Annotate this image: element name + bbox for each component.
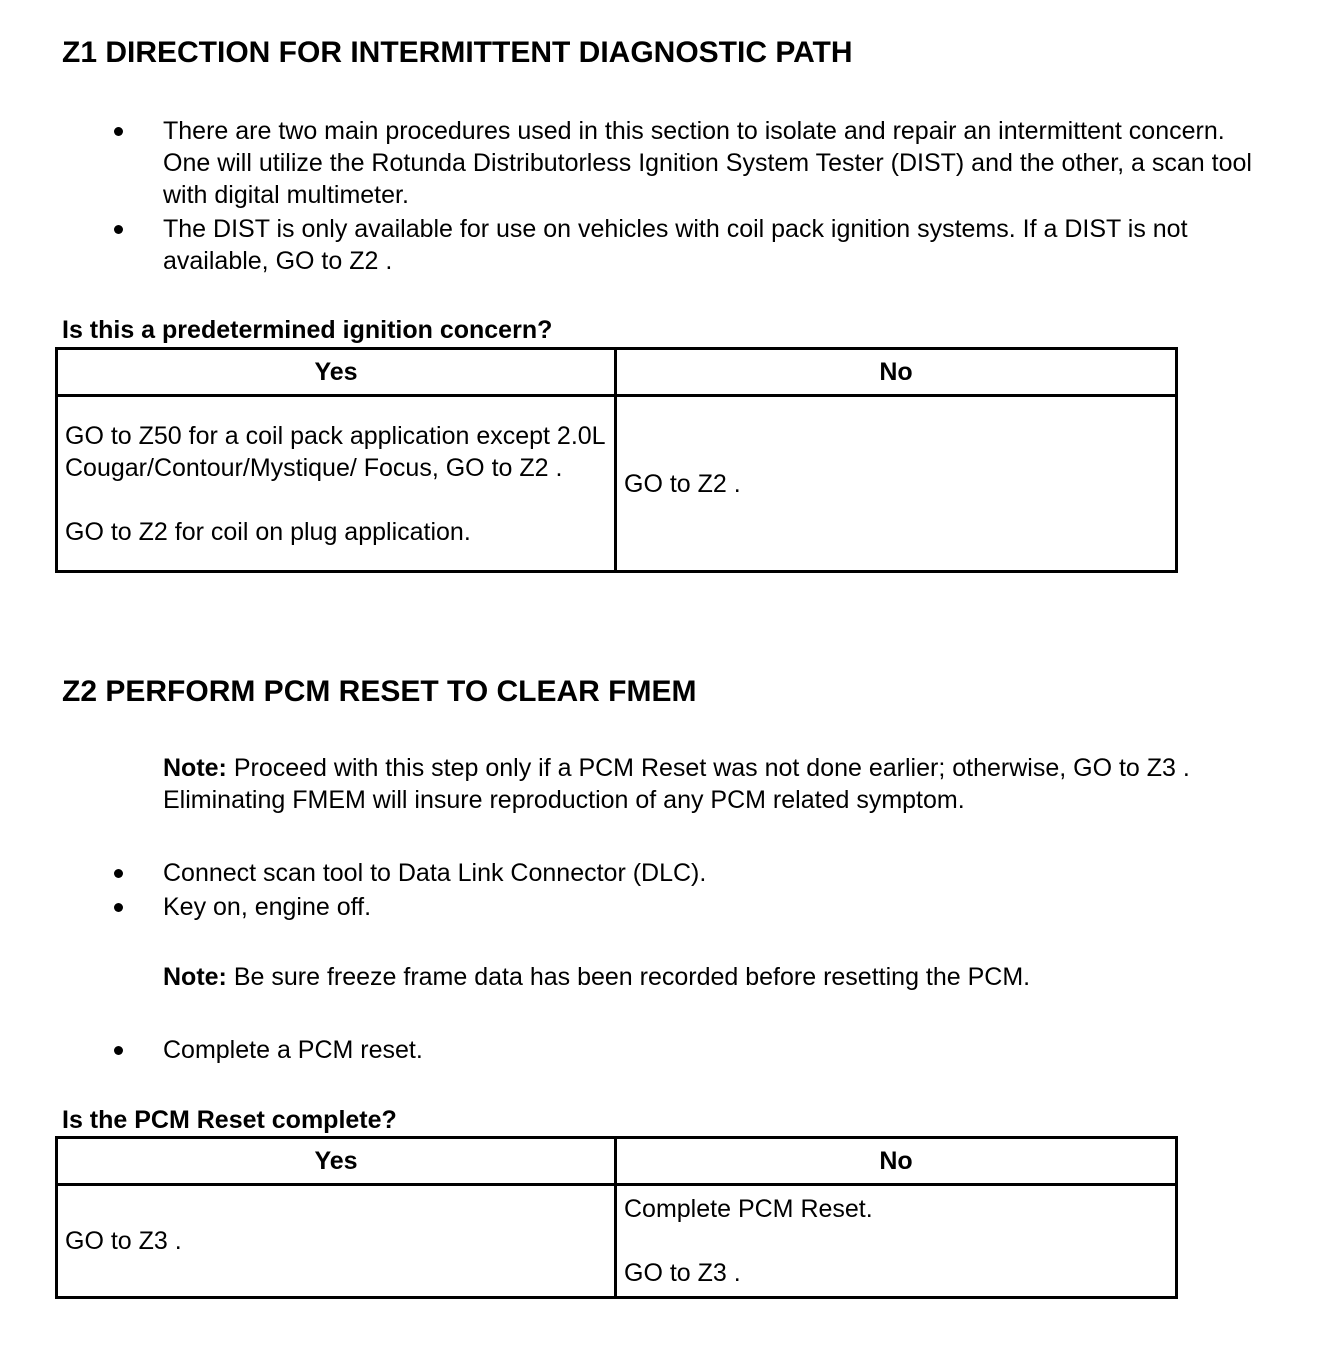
z2-note-1-text: Proceed with this step only if a PCM Reset was not done earlier; otherwise, GO to Z3 . Eliminating FMEM will insure reproduction of any PCM related symptom. bbox=[163, 754, 1190, 814]
bullet-icon bbox=[114, 903, 123, 912]
z1-yes-header: Yes bbox=[57, 349, 616, 396]
z2-note-2-label: Note: bbox=[163, 963, 227, 991]
z1-bullet-2: The DIST is only available for use on vehicles with coil pack ignition systems. If a DIST is not available, GO to Z2 . bbox=[163, 215, 1188, 275]
z1-yes-cell bbox=[57, 396, 616, 572]
z2-note-2-text: Be sure freeze frame data has been recorded before resetting the PCM. bbox=[226, 963, 1031, 991]
z2-yes-header: Yes bbox=[57, 1138, 616, 1185]
z1-question: Is this a predetermined ignition concern? bbox=[62, 316, 553, 344]
z2-yes-cell: GO to Z3 . bbox=[57, 1185, 616, 1298]
z1-no-cell: GO to Z2 . bbox=[616, 396, 1177, 572]
z2-heading: Z2 PERFORM PCM RESET TO CLEAR FMEM bbox=[62, 675, 697, 708]
z2-decision-table bbox=[55, 1136, 1178, 1299]
z2-note-2 bbox=[163, 961, 1273, 993]
z2-no-text-1: Complete PCM Reset. bbox=[624, 1195, 873, 1223]
z1-bullet-1: There are two main procedures used in this section to isolate and repair an intermittent concern. One will utilize the Rotunda Distributorless Ignition System Tester (DIST) and the other, a scan tool with digital multimeter. bbox=[163, 117, 1252, 209]
bullet-icon bbox=[114, 127, 123, 136]
z1-no-header: No bbox=[616, 349, 1177, 396]
z2-bullet-1: Connect scan tool to Data Link Connector (DLC). bbox=[163, 859, 707, 887]
z2-bullet-2: Key on, engine off. bbox=[163, 893, 372, 921]
z2-note-1 bbox=[163, 752, 1273, 816]
z1-heading: Z1 DIRECTION FOR INTERMITTENT DIAGNOSTIC PATH bbox=[62, 36, 853, 69]
bullet-icon bbox=[114, 869, 123, 878]
z1-yes-text-1: GO to Z50 for a coil pack application except 2.0L Cougar/Contour/Mystique/ Focus, GO to Z2 . bbox=[65, 421, 605, 482]
z2-no-text-2: GO to Z3 . bbox=[624, 1259, 741, 1287]
z2-note-1-label: Note: bbox=[163, 754, 227, 782]
z1-yes-text-2: GO to Z2 for coil on plug application. bbox=[65, 517, 471, 546]
z2-bullet-3: Complete a PCM reset. bbox=[163, 1036, 423, 1064]
z2-question: Is the PCM Reset complete? bbox=[62, 1106, 397, 1134]
bullet-icon bbox=[114, 1046, 123, 1055]
z2-no-header: No bbox=[616, 1138, 1177, 1185]
z2-no-cell bbox=[616, 1185, 1177, 1298]
bullet-icon bbox=[114, 225, 123, 234]
z1-decision-table bbox=[55, 347, 1178, 573]
